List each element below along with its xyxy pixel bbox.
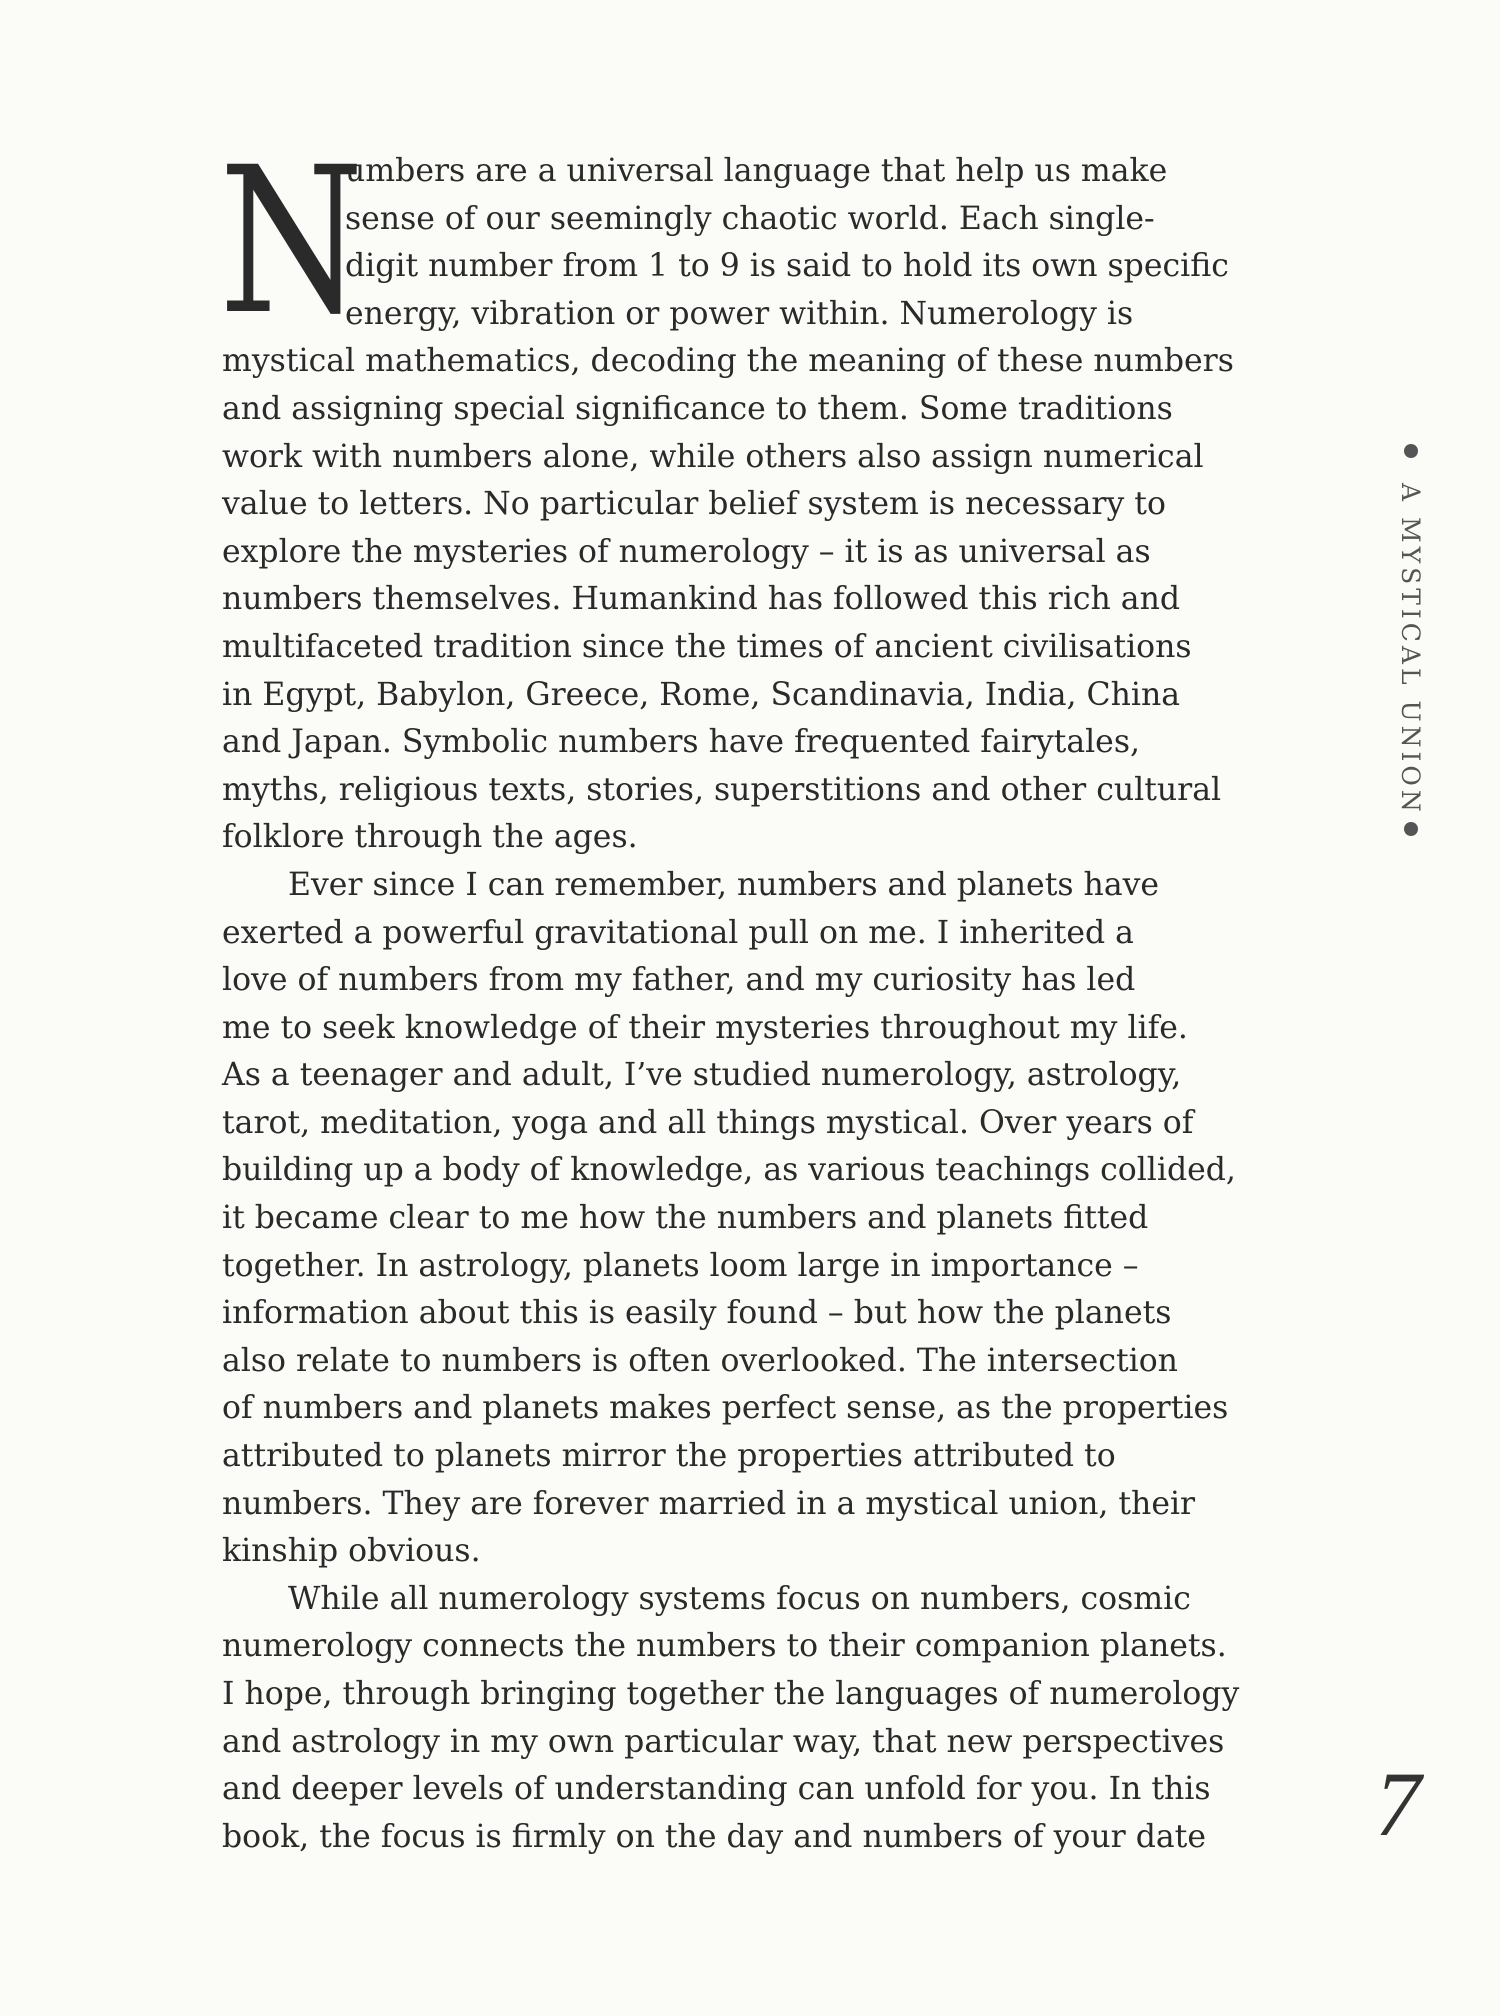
text-line: and deeper levels of understanding can unfold for you. In this: [222, 1771, 1211, 1808]
bullet-icon: [1404, 444, 1418, 458]
text-line: multifaceted tradition since the times of ancient civilisations: [222, 628, 1192, 665]
text-line: myths, religious texts, stories, superstitions and other cultural: [222, 771, 1222, 808]
text-line: and astrology in my own particular way, that new perspectives: [222, 1723, 1225, 1760]
text-line: together. In astrology, planets loom large in importance –: [222, 1247, 1139, 1284]
text-line: exerted a powerful gravitational pull on me. I inherited a: [222, 914, 1134, 951]
text-line: kinship obvious.: [222, 1533, 481, 1570]
text-line: and assigning special significance to them. Some traditions: [222, 390, 1173, 427]
text-line: Ever since I can remember, numbers and planets have: [288, 866, 1160, 903]
text-line: digit number from 1 to 9 is said to hold its own specific: [345, 248, 1229, 285]
text-line: numerology connects the numbers to their companion planets.: [222, 1628, 1227, 1665]
running-head-text: A MYSTICAL UNION: [1396, 483, 1425, 816]
text-line: numbers. They are forever married in a mystical union, their: [222, 1485, 1196, 1522]
text-line: and Japan. Symbolic numbers have frequented fairytales,: [222, 724, 1141, 761]
text-line: tarot, meditation, yoga and all things mystical. Over years of: [222, 1104, 1194, 1141]
text-line: work with numbers alone, while others also assign numerical: [222, 438, 1204, 475]
text-line: me to seek knowledge of their mysteries throughout my life.: [222, 1009, 1188, 1046]
text-line: it became clear to me how the numbers and planets fitted: [222, 1200, 1149, 1237]
text-line: explore the mysteries of numerology – it is as universal as: [222, 533, 1151, 570]
text-line: information about this is easily found – but how the planets: [222, 1295, 1172, 1332]
text-line: I hope, through bringing together the languages of numerology: [222, 1676, 1240, 1712]
drop-cap: N: [219, 123, 364, 359]
text-line: While all numerology systems focus on numbers, cosmic: [288, 1580, 1191, 1617]
body-text: [219, 123, 1332, 1861]
running-head: [1398, 430, 1426, 840]
text-line: mystical mathematics, decoding the meaning of these numbers: [222, 343, 1234, 380]
text-line: in Egypt, Babylon, Greece, Rome, Scandinavia, India, China: [222, 676, 1181, 713]
text-line: As a teenager and adult, I’ve studied numerology, astrology,: [222, 1057, 1182, 1094]
text-line: value to letters. No particular belief system is necessary to: [222, 486, 1166, 523]
text-line: folklore through the ages.: [222, 819, 638, 856]
text-line: numbers themselves. Humankind has followed this rich and: [222, 581, 1181, 618]
text-line: energy, vibration or power within. Numerology is: [345, 295, 1134, 332]
text-line: book, the focus is firmly on the day and numbers of your date: [222, 1818, 1206, 1855]
text-line: also relate to numbers is often overlooked. The intersection: [222, 1342, 1178, 1379]
page-number: 7: [1375, 1753, 1421, 1855]
text-line: attributed to planets mirror the properties attributed to: [222, 1438, 1116, 1475]
text-line: building up a body of knowledge, as various teachings collided,: [222, 1152, 1236, 1189]
text-line: of numbers and planets makes perfect sense, as the properties: [222, 1390, 1229, 1427]
bullet-icon: [1404, 822, 1418, 836]
text-line: umbers are a universal language that help us make: [345, 153, 1168, 189]
text-line: sense of our seemingly chaotic world. Each single-: [345, 200, 1155, 237]
text-line: love of numbers from my father, and my curiosity has led: [222, 962, 1136, 999]
